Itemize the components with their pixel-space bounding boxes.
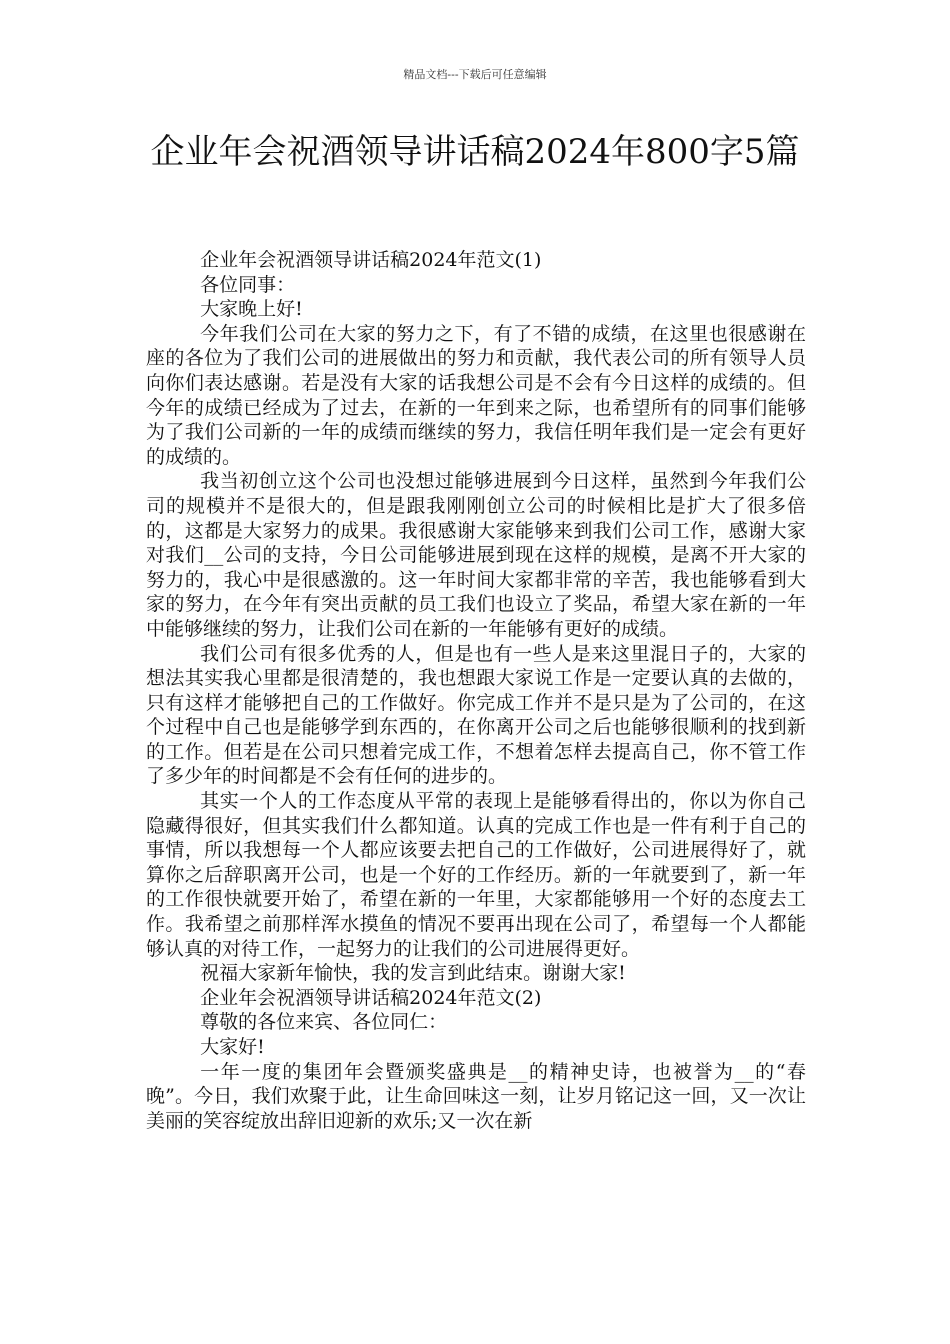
paragraph: 大家好! [200,1036,265,1058]
paragraph: 我们公司有很多优秀的人，但是也有一些人是来这里混日子的，大家的想法其实我心里都是很清楚的，我也想跟大家说工作是一定要认真的去做的，只有这样才能够把自己的工作做好。你完成工作并不是只是为了公司的，在这个过程中自己也是能够学到东西的，在你离开公司之后也能够很顺利的找到新的工作。但若是在公司只想着完成工作，不想着怎样去提高自己，你不管工作了多少年的时间都是不会有任何的进步的。 [146,642,806,788]
paragraph: 我当初创立这个公司也没想过能够进展到今日这样，虽然到今年我们公司的规模并不是很大的，但是跟我刚刚创立公司的时候相比是扩大了很多倍的，这都是大家努力的成果。我很感谢大家能够来到我们公司工作，感谢大家对我们__公司的支持，今日公司能够进展到现在这样的规模，是离不开大家的努力的，我心中是很感激的。这一年时间大家都非常的辛苦，我也能够看到大家的努力，在今年有突出贡献的员工我们也设立了奖品，希望大家在新的一年中能够继续的努力，让我们公司在新的一年能够有更好的成绩。 [146,470,806,640]
paragraph: 大家晚上好! [200,298,303,321]
paragraph: 企业年会祝酒领导讲话稿2024年范文(1) [200,249,542,271]
paragraph: 尊敬的各位来宾、各位同仁： [200,1011,448,1034]
paragraph: 祝福大家新年愉快，我的发言到此结束。谢谢大家! [200,962,626,985]
paragraph: 其实一个人的工作态度从平常的表现上是能够看得出的，你以为你自己隐藏得很好，但其实我们什么都知道。认真的完成工作也是一件有利于自己的事情，所以我想每一个人都应该要去把自己的工作做好，公司进展得好了，就算你之后辞职离开公司，也是一个好的工作经历。新的一年就要到了，新一年的工作很快就要开始了，希望在新的一年里，大家都能够用一个好的态度去工作。我希望之前那样浑水摸鱼的情况不要再出现在公司了，希望每一个人都能够认真的对待工作，一起努力的让我们的公司进展得更好。 [146,790,806,960]
paragraph: 一年一度的集团年会暨颁奖盛典是__的精神史诗，也被誉为__的“春晚”。今日，我们欢聚于此，让生命回味这一刻，让岁月铭记这一回，又一次让美丽的笑容绽放出辞旧迎新的欢乐;又一次在新 [146,1060,806,1132]
paragraph: 今年我们公司在大家的努力之下，有了不错的成绩，在这里也很感谢在座的各位为了我们公司的进展做出的努力和贡献，我代表公司的所有领导人员向你们表达感谢。若是没有大家的话我想公司是不会有今日这样的成绩的。但今年的成绩已经成为了过去，在新的一年到来之际，也希望所有的同事们能够为了我们公司新的一年的成绩而继续的努力，我信任明年我们是一定会有更好的成绩的。 [146,322,806,468]
document-title: 企业年会祝酒领导讲话稿2024年800字5篇 [150,132,800,172]
document-body [146,248,806,1133]
paragraph: 各位同事： [200,273,296,296]
header-note: 精品文档---下载后可任意编辑 [403,68,547,81]
paragraph: 企业年会祝酒领导讲话稿2024年范文(2) [200,986,542,1009]
